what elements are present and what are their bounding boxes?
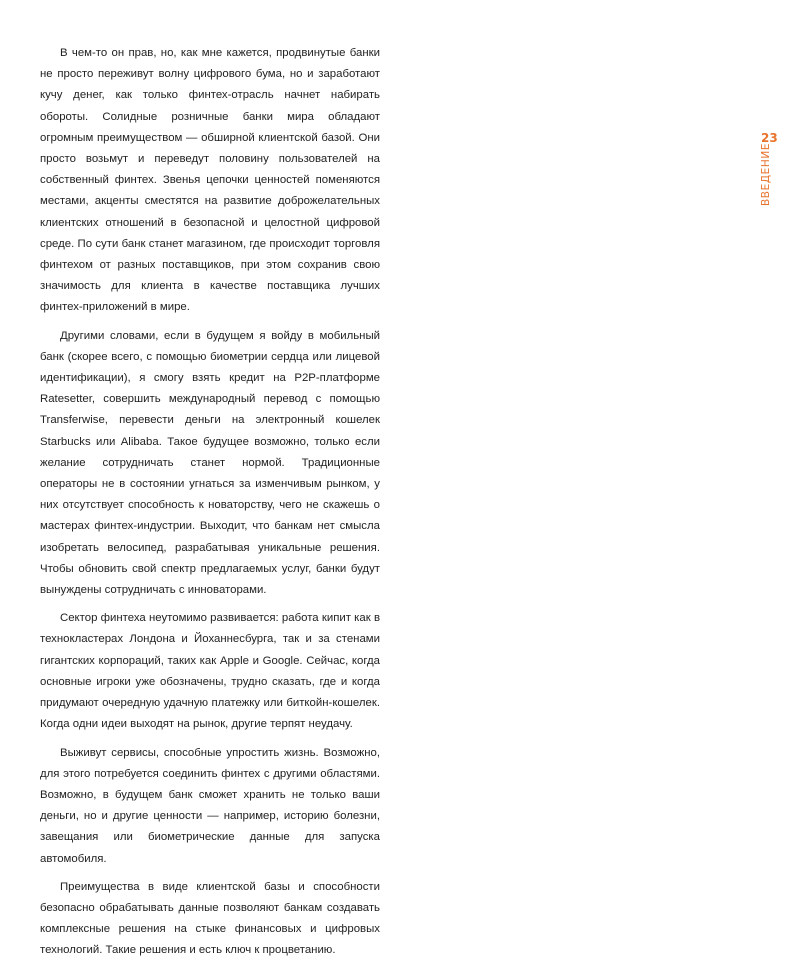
paragraph-2: Другими словами, если в будущем я войду в мобильный банк (скорее всего, с помощью биометрии сердца или лицевой идентификации), я смогу взять кредит на P2P-платформе Ratesetter, совершить международный перевод с помощью Transferwise, перевести деньги на электронный кошелек Starbucks или Alibaba. Такое будущее возможно, только если желание сотрудничать станет нормой. Традиционные операторы не в состоянии угнаться за изменчивым рынком, у них отсутствует способность к новаторству, чего не скажешь о мастерах финтех-индустрии. Выходит, что банкам нет смысла изобретать велосипед, разрабатывая уникальные решения. Чтобы обновить свой спектр предлагаемых услуг, банки будут вынуждены сотрудничать с инноваторами. — [40, 329, 380, 597]
page-number: 23 — [761, 131, 778, 145]
paragraph-1: В чем-то он прав, но, как мне кажется, продвинутые банки не просто переживут волну цифрового бума, но и заработают кучу денег, как только финтех-отрасль начнет набирать обороты. Солидные розничные банки мира обладают огромным преимуществом — обширной клиентской базой. Они просто возьмут и переведут половину пользователей на собственный финтех. Звенья цепочки ценностей поменяются местами, акценты сместятся на развитие доброжелательных клиентских отношений в безопасной и целостной цифровой среде. По сути банк станет магазином, где происходит торговля финтехом от разных поставщиков, при этом сохранив свою значимость для клиента в качестве поставщика лучших финтех-приложений в мире. — [40, 47, 380, 314]
body-text — [40, 43, 380, 969]
paragraph-5: Преимущества в виде клиентской базы и способности безопасно обрабатывать данные позволяют банкам создавать комплексные решения на стыке финансовых и цифровых технологий. Такие решения и есть ключ к процветанию. — [40, 880, 380, 957]
paragraph-3: Сектор финтеха неутомимо развивается: работа кипит как в технокластерах Лондона и Йоханнесбурга, так и за стенами гигантских корпораций, таких как Apple и Google. Сейчас, когда основные игроки уже обозначены, трудно сказать, где и когда придумают очередную удачную платежку или биткойн-кошелек. Когда одни идеи выходят на рынок, другие терпят неудачу. — [40, 612, 380, 731]
paragraph-4: Выживут сервисы, способные упростить жизнь. Возможно, для этого потребуется соединить финтех с другими областями. Возможно, в будущем банк сможет хранить не только ваши деньги, но и другие ценности — например, историю болезни, завещания или биометрические данные для запуска автомобиля. — [40, 746, 380, 865]
section-title: ВВЕДЕНИЕ — [760, 142, 772, 206]
